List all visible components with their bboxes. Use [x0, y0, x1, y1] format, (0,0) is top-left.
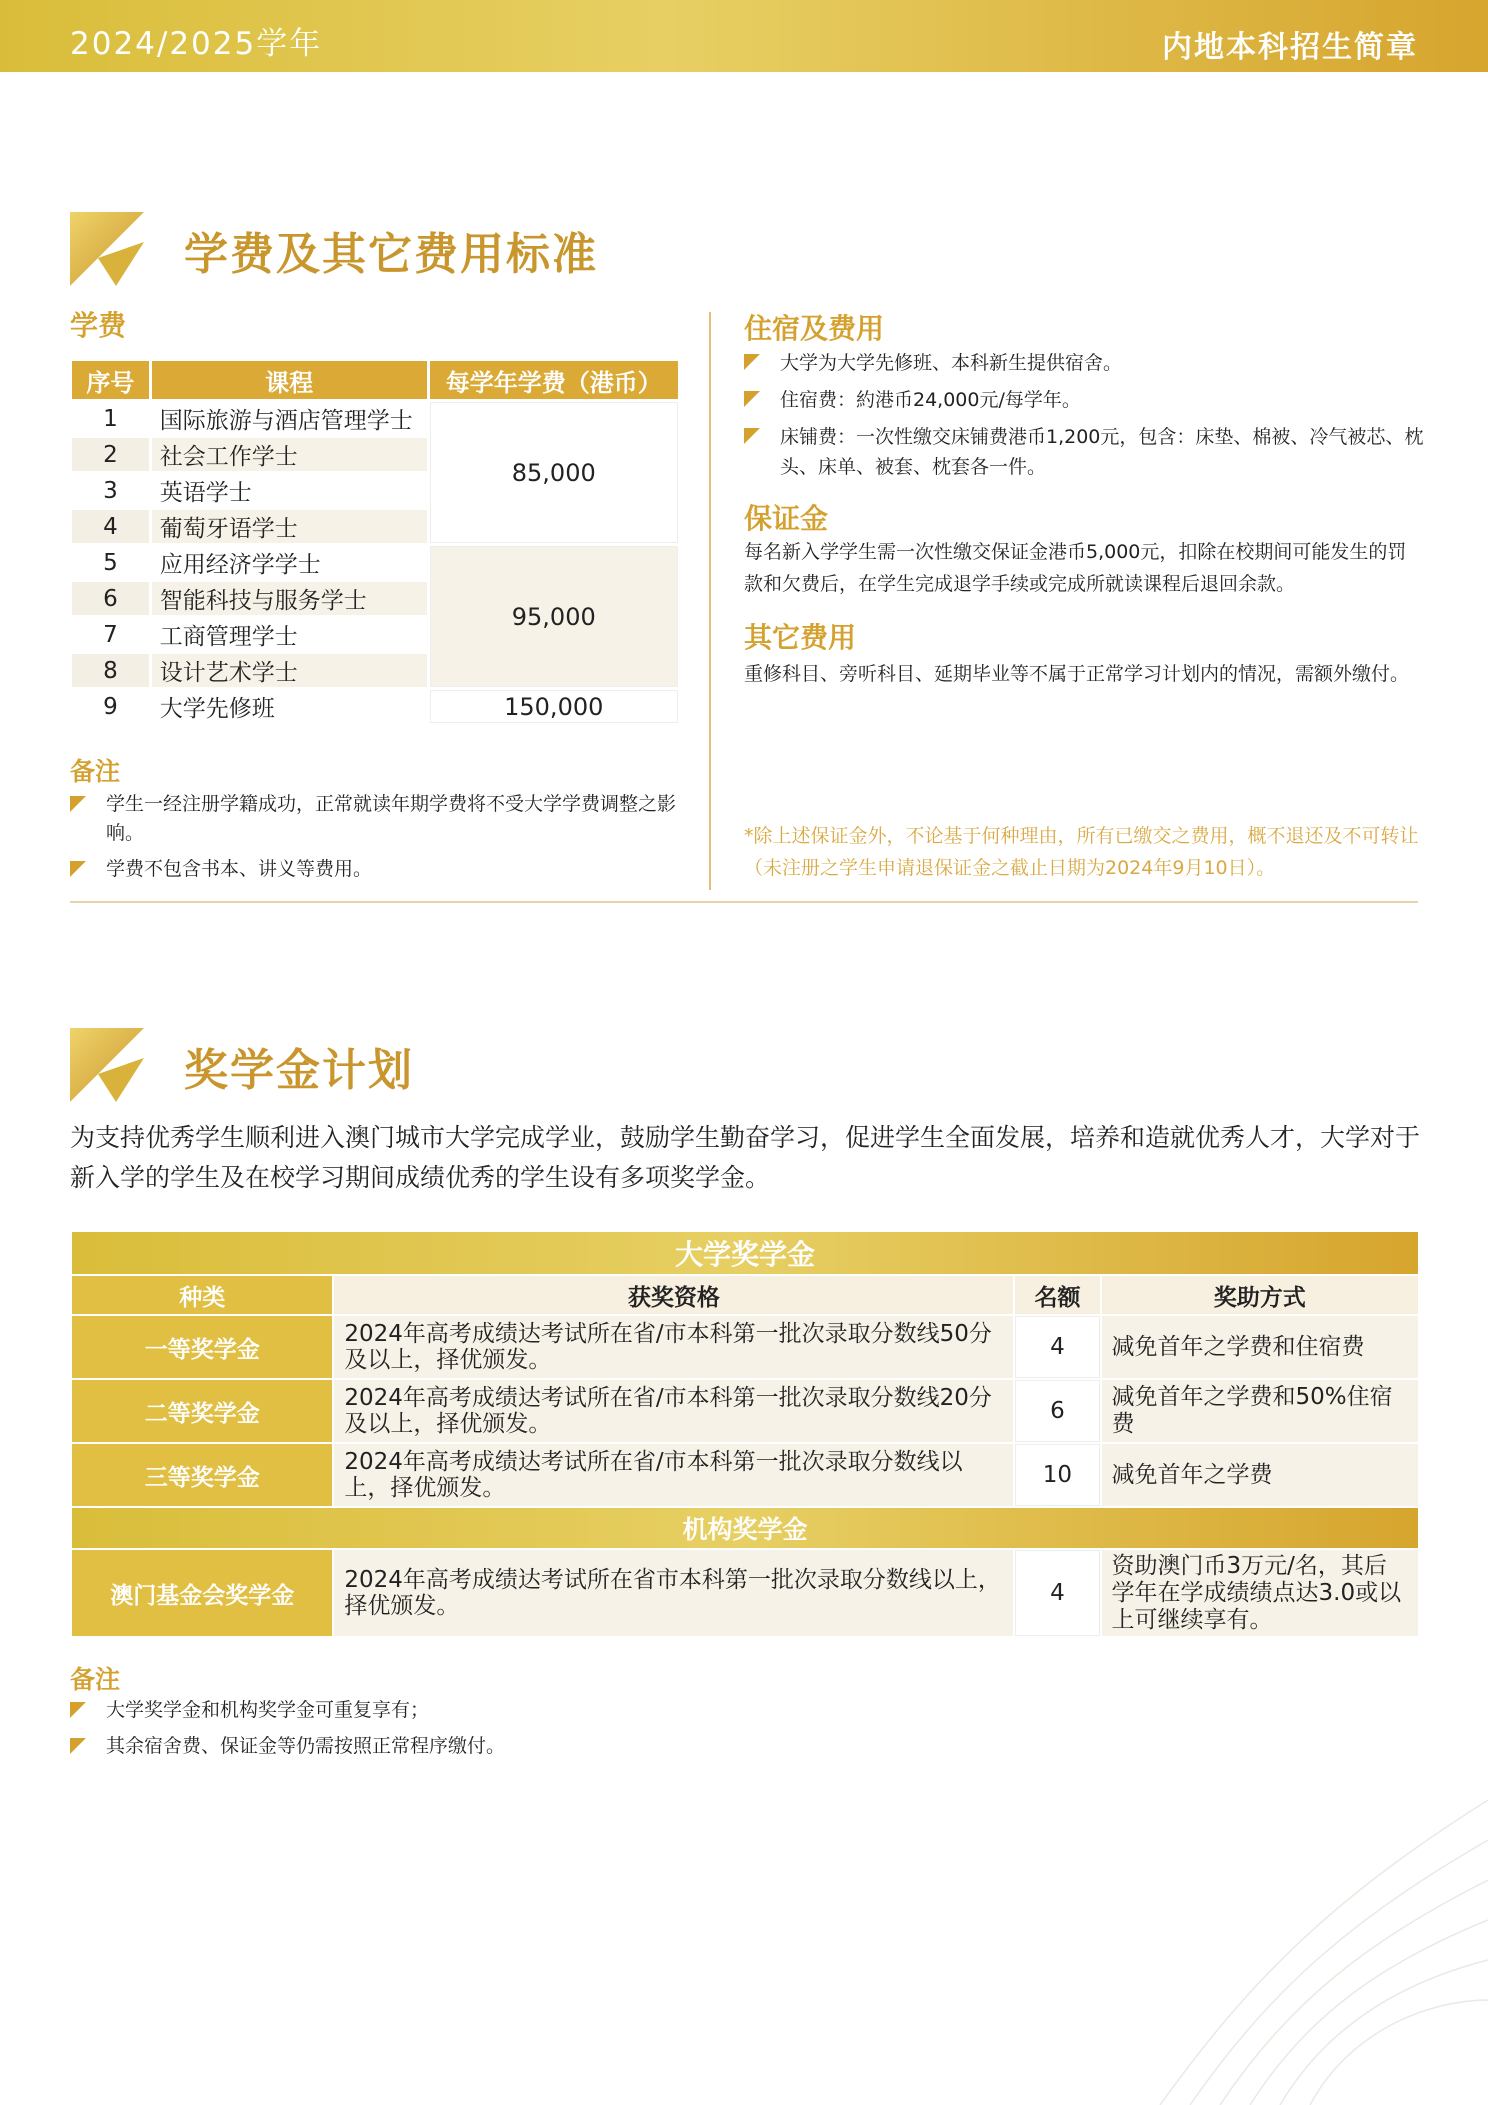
- table-row: 3 英语学士: [72, 474, 678, 507]
- col-header-kind: 种类: [72, 1276, 332, 1314]
- deposit-heading: 保证金: [744, 502, 829, 535]
- fee-group-3: 150,000: [430, 690, 679, 723]
- academic-year: 2024/2025学年: [70, 26, 323, 62]
- header-bar: [0, 0, 1488, 72]
- list-item: 大学为大学先修班、本科新生提供宿舍。: [744, 348, 1424, 378]
- list-item: 住宿费：約港币24,000元/每学年。: [744, 385, 1424, 415]
- column-divider: [709, 312, 711, 890]
- other-fees-text: 重修科目、旁听科目、延期毕业等不属于正常学习计划内的情况，需额外缴付。: [744, 663, 1410, 685]
- list-item: 大学奖学金和机构奖学金可重复享有；: [70, 1696, 970, 1725]
- section-triangle-icon: [70, 1028, 144, 1102]
- table-row: 2 社会工作学士: [72, 438, 678, 471]
- list-item: 床铺费：一次性缴交床铺费港币1,200元，包含：床垫、棉被、冷气被芯、枕头、床单、被套、枕套各一件。: [744, 422, 1424, 482]
- bullet-triangle-icon: [744, 354, 760, 370]
- table-row: 1 国际旅游与酒店管理学士 85,000: [72, 402, 678, 435]
- scholarship-table: [70, 1230, 1420, 1638]
- table-row: 5 应用经济学学士 95,000: [72, 546, 678, 579]
- col-header-quota: 名额: [1015, 1276, 1099, 1314]
- bullet-triangle-icon: [744, 428, 760, 444]
- tuition-notes: [70, 790, 680, 891]
- institution-scholarship-band: 机构奖学金: [72, 1508, 1418, 1548]
- col-header-qualification: 获奖资格: [334, 1276, 1013, 1314]
- col-header-course: 课程: [152, 361, 427, 399]
- bullet-triangle-icon: [744, 391, 760, 407]
- tuition-notes-heading: 备注: [70, 757, 121, 786]
- list-item: 其余宿舍费、保证金等仍需按照正常程序缴付。: [70, 1732, 970, 1761]
- col-header-award: 奖助方式: [1102, 1276, 1419, 1314]
- scholarship-notes-heading: 备注: [70, 1665, 121, 1694]
- university-scholarship-band: 大学奖学金: [72, 1232, 1418, 1274]
- table-row: 4 葡萄牙语学士: [72, 510, 678, 543]
- table-row: 9 大学先修班 150,000: [72, 690, 678, 723]
- bullet-triangle-icon: [70, 1702, 86, 1718]
- decorative-wave-pattern: [1100, 1600, 1488, 2105]
- bullet-triangle-icon: [70, 1738, 86, 1754]
- bullet-triangle-icon: [70, 796, 86, 812]
- accommodation-heading: 住宿及费用: [744, 312, 885, 345]
- brochure-title: 内地本科招生简章: [1162, 30, 1418, 65]
- fee-group-2: 95,000: [430, 546, 679, 687]
- other-fees-heading: 其它费用: [744, 621, 857, 654]
- fees-section-title: 学费及其它费用标准: [184, 229, 598, 280]
- table-row: 澳门基金会奖学金 2024年高考成绩达考试所在省市本科第一批次录取分数线以上，择优颁发。 4 资助澳门币3万元/名，其后学年在学成绩绩点达3.0或以上可继续享有。: [72, 1550, 1418, 1636]
- table-row: 6 智能科技与服务学士: [72, 582, 678, 615]
- bullet-triangle-icon: [70, 861, 86, 877]
- table-row: 二等奖学金 2024年高考成绩达考试所在省/市本科第一批次录取分数线20分及以上，择优颁发。 6 减免首年之学费和50%住宿费: [72, 1380, 1418, 1442]
- refund-disclaimer: *除上述保证金外，不论基于何种理由，所有已缴交之费用，概不退还及不可转让（未注册之学生申请退保证金之截止日期为2024年9月10日）。: [744, 825, 1419, 879]
- accommodation-list: [744, 348, 1424, 489]
- fee-group-1: 85,000: [430, 402, 679, 543]
- scholarship-section-title: 奖学金计划: [184, 1045, 414, 1096]
- table-row: 一等奖学金 2024年高考成绩达考试所在省/市本科第一批次录取分数线50分及以上，择优颁发。 4 减免首年之学费和住宿费: [72, 1316, 1418, 1378]
- list-item: 学费不包含书本、讲义等费用。: [70, 855, 680, 884]
- tuition-heading: 学费: [70, 309, 127, 342]
- list-item: 学生一经注册学籍成功，正常就读年期学费将不受大学学费调整之影响。: [70, 790, 680, 848]
- scholarship-intro: 为支持优秀学生顺利进入澳门城市大学完成学业，鼓励学生勤奋学习，促进学生全面发展，培养和造就优秀人才，大学对于新入学的学生及在校学习期间成绩优秀的学生设有多项奖学金。: [70, 1123, 1421, 1192]
- scholarship-notes: [70, 1696, 970, 1768]
- tuition-table: [69, 358, 681, 726]
- table-row: 三等奖学金 2024年高考成绩达考试所在省/市本科第一批次录取分数线以上，择优颁发。 10 减免首年之学费: [72, 1444, 1418, 1506]
- col-header-no: 序号: [72, 361, 149, 399]
- col-header-fee: 每学年学费（港币）: [430, 361, 679, 399]
- deposit-text: 每名新入学学生需一次性缴交保证金港币5,000元，扣除在校期间可能发生的罚款和欠费后，在学生完成退学手续或完成所就读课程后退回余款。: [744, 541, 1407, 595]
- section-triangle-icon: [70, 212, 144, 286]
- section-divider: [70, 901, 1418, 903]
- table-row: 7 工商管理学士: [72, 618, 678, 651]
- table-row: 8 设计艺术学士: [72, 654, 678, 687]
